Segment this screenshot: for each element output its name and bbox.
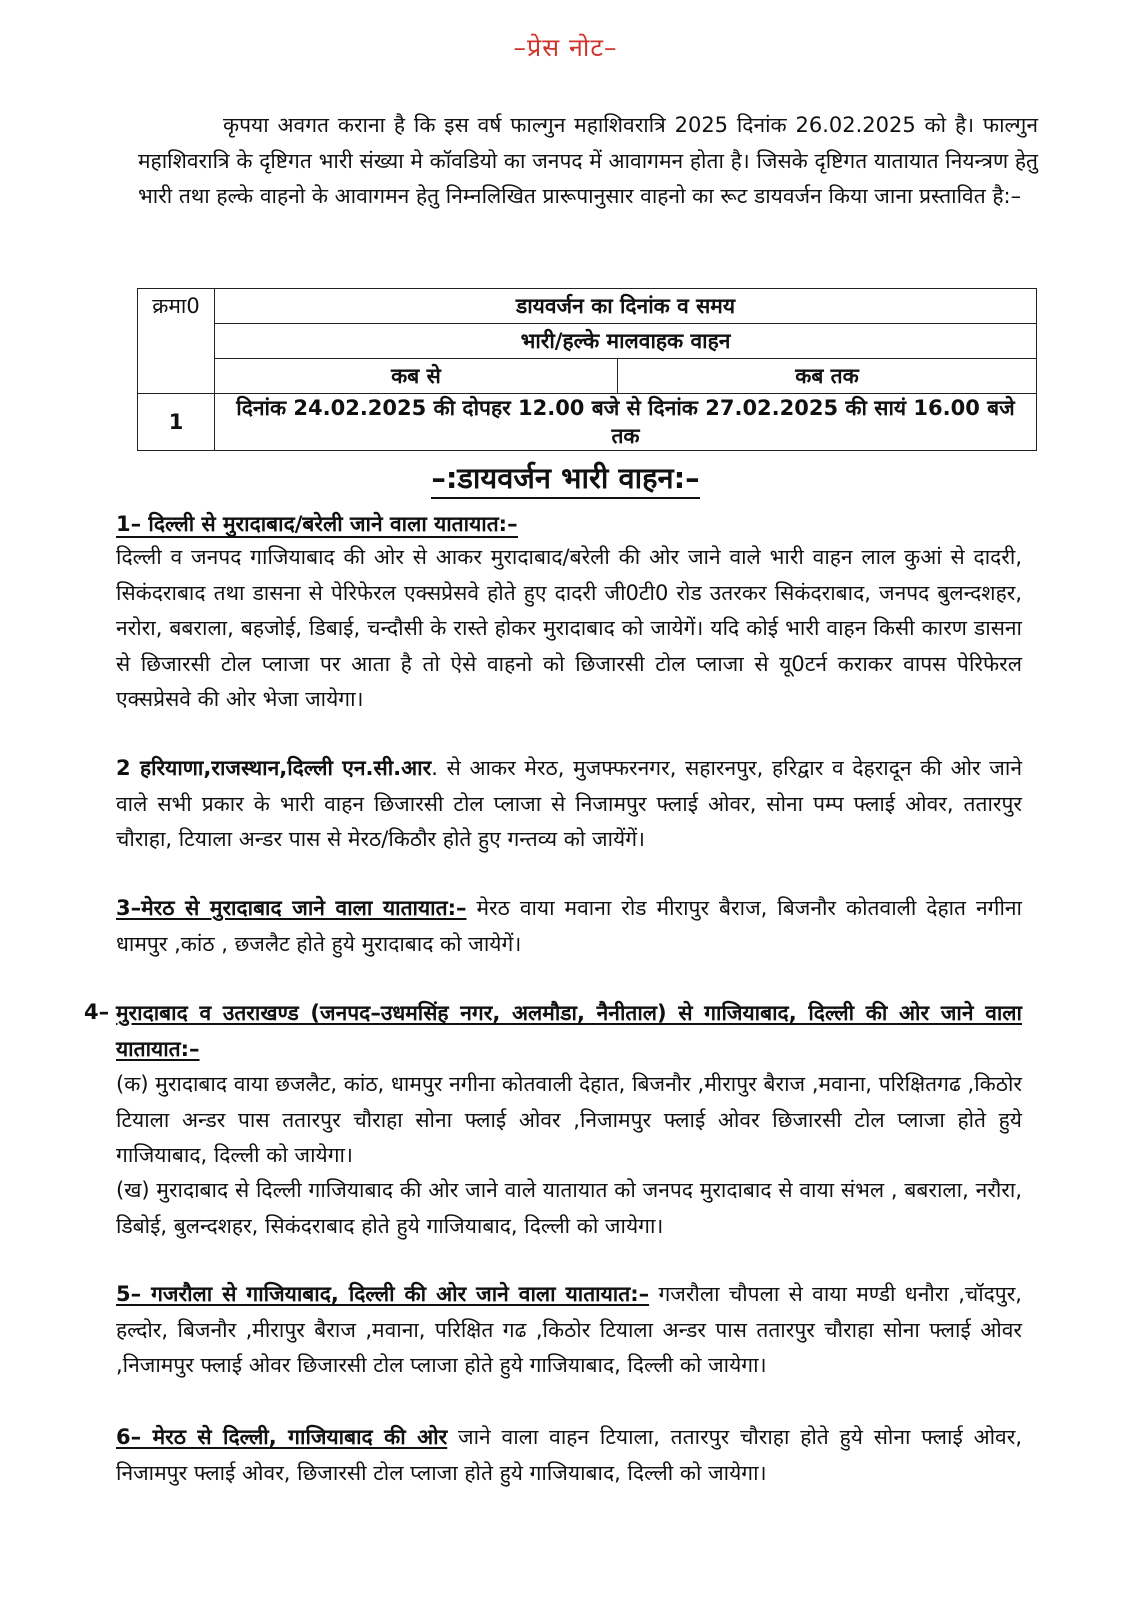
from-header: कब से (215, 359, 618, 394)
section-4-heading (116, 996, 1022, 1067)
page-title: –प्रेस नोट– (513, 33, 618, 62)
section-2-lead: 2 हरियाणा,राजस्थान,दिल्ली एन.सी.आर (116, 756, 432, 780)
section-2-body: . से आकर मेरठ, मुजफ्फरनगर, सहारनपुर, हरिद्वार व देहरादून की ओर जाने वाले सभी प्रकार के भारी वाहन छिजारसी टोल प्लाजा से निजामपुर फ्लाई ओवर, सोना पम्प फ्लाई ओवर, ततारपुर चौराहा, टियाला अन्डर पास से मेरठ/किठौर होते हुए गन्तव्य को जायेंगें। (116, 756, 1022, 851)
section-4-number: 4– (84, 1000, 110, 1024)
section-1-heading (116, 510, 518, 538)
section-3-lead: 3–मेरठ से मुरादाबाद जाने वाला यातायात:– (116, 896, 467, 920)
section-4a-paragraph: (क) मुरादाबाद वाया छजलैट, कांठ, धामपुर नगीना कोतवाली देहात, बिजनौर ,मीरापुर बैराज ,मवाना, परिक्षितगढ ,किठोर टियाला अन्डर पास ततारपुर चौराहा सोना फ्लाई ओवर ,निजामपुर फ्लाई ओवर छिजारसी टोल प्लाजा होते हुये गाजियाबाद, दिल्ली को जायेगा। (116, 1072, 1022, 1167)
serial-header: क्रमा0 (138, 289, 215, 394)
section-3-paragraph (116, 891, 1022, 962)
section-1-body: दिल्ली व जनपद गाजियाबाद की ओर से आकर मुरादाबाद/बरेली की ओर जाने वाले भारी वाहन लाल कुआं से दादरी, सिकंदराबाद तथा डासना से पेरिफेरल एक्सप्रेसवे होते हुए दादरी जी0टी0 रोड उतरकर सिकंदराबाद, जनपद बुलन्दशहर, नरोरा, बबराला, बहजोई, डिबाई, चन्दौसी के रास्ते होकर मुरादाबाद को जायेगें। यदि कोई भारी वाहन किसी कारण डासना से छिजारसी टोल प्लाजा पर आता है तो ऐसे वाहनो को छिजारसी टोल प्लाजा से यू0टर्न कराकर वापस पेरिफेरल एक्सप्रेसवे की ओर भेजा जायेगा। (116, 545, 1022, 711)
diversion-schedule-table (137, 288, 1037, 451)
section-heading-text: –:डायवर्जन भारी वाहन:– (431, 461, 699, 499)
section-3-body: मेरठ वाया मवाना रोड मीरापुर बैराज, बिजनौर कोतवाली देहात नगीना धामपुर ,कांठ , छजलैट होते हुये मुरादाबाद को जायेगें। (116, 896, 1023, 956)
section-2-paragraph (116, 751, 1022, 858)
vehicle-type-header: भारी/हल्के मालवाहक वाहन (215, 324, 1037, 359)
section-6-lead: 6– मेरठ से दिल्ली, गाजियाबाद की ओर (116, 1425, 448, 1449)
section-5-paragraph (116, 1277, 1022, 1384)
row-serial: 1 (138, 394, 215, 451)
section-4b-paragraph: (ख) मुरादाबाद से दिल्ली गाजियाबाद की ओर जाने वाले यातायात को जनपद मुरादाबाद से वाया संभल , बबराला, नरौरा, डिबोई, बुलन्दशहर, सिकंदराबाद होते हुये गाजियाबाद, दिल्ली को जायेगा। (116, 1178, 1022, 1238)
to-header: कब तक (618, 359, 1037, 394)
intro-paragraph: कृपया अवगत कराना है कि इस वर्ष फाल्गुन महाशिवरात्रि 2025 दिनांक 26.02.2025 को है। फाल्गुन महाशिवरात्रि के दृष्टिगत भारी संख्या मे कॉवडियो का जनपद में आवागमन होता है। जिसके दृष्टिगत यातायात नियन्त्रण हेतु भारी तथा हल्के वाहनो के आवागमन हेतु निम्नलिखित प्रारूपानुसार वाहनो का रूट डायवर्जन किया जाना प्रस्तावित है:– (138, 113, 1038, 208)
row-datetime: दिनांक 24.02.2025 की दोपहर 12.00 बजे से दिनांक 27.02.2025 की सायं 16.00 बजे तक (215, 394, 1037, 451)
section-4-title: मुरादाबाद व उतराखण्ड (जनपद–उधमसिंह नगर, अलमौडा, नैनीताल) से गाजियाबाद, दिल्ली की ओर जाने वाला यातायात:– (116, 1001, 1022, 1061)
section-heading (0, 458, 1131, 497)
section-6-body: जाने वाला वाहन टियाला, ततारपुर चौराहा होते हुये सोना फ्लाई ओवर, निजामपुर फ्लाई ओवर, छिजारसी टोल प्लाजा होते हुये गाजियाबाद, दिल्ली को जायेगा। (116, 1425, 1023, 1485)
section-1-title: 1– दिल्ली से मुरादाबाद/बरेली जाने वाला यातायात:– (116, 512, 518, 536)
section-6-paragraph (116, 1420, 1022, 1491)
schedule-header: डायवर्जन का दिनांक व समय (215, 289, 1037, 324)
section-5-body: गजरौला चौपला से वाया मण्डी धनौरा ,चॉदपुर, हल्दोर, बिजनौर ,मीरापुर बैराज ,मवाना, परिक्षित गढ ,किठोर टियाला अन्डर पास ततारपुर चौराहा सोना फ्लाई ओवर ,निजामपुर फ्लाई ओवर छिजारसी टोल प्लाजा होते हुये गाजियाबाद, दिल्ली को जायेगा। (116, 1282, 1022, 1377)
section-5-lead: 5– गजरौला से गाजियाबाद, दिल्ली की ओर जाने वाला यातायात:– (116, 1282, 650, 1306)
